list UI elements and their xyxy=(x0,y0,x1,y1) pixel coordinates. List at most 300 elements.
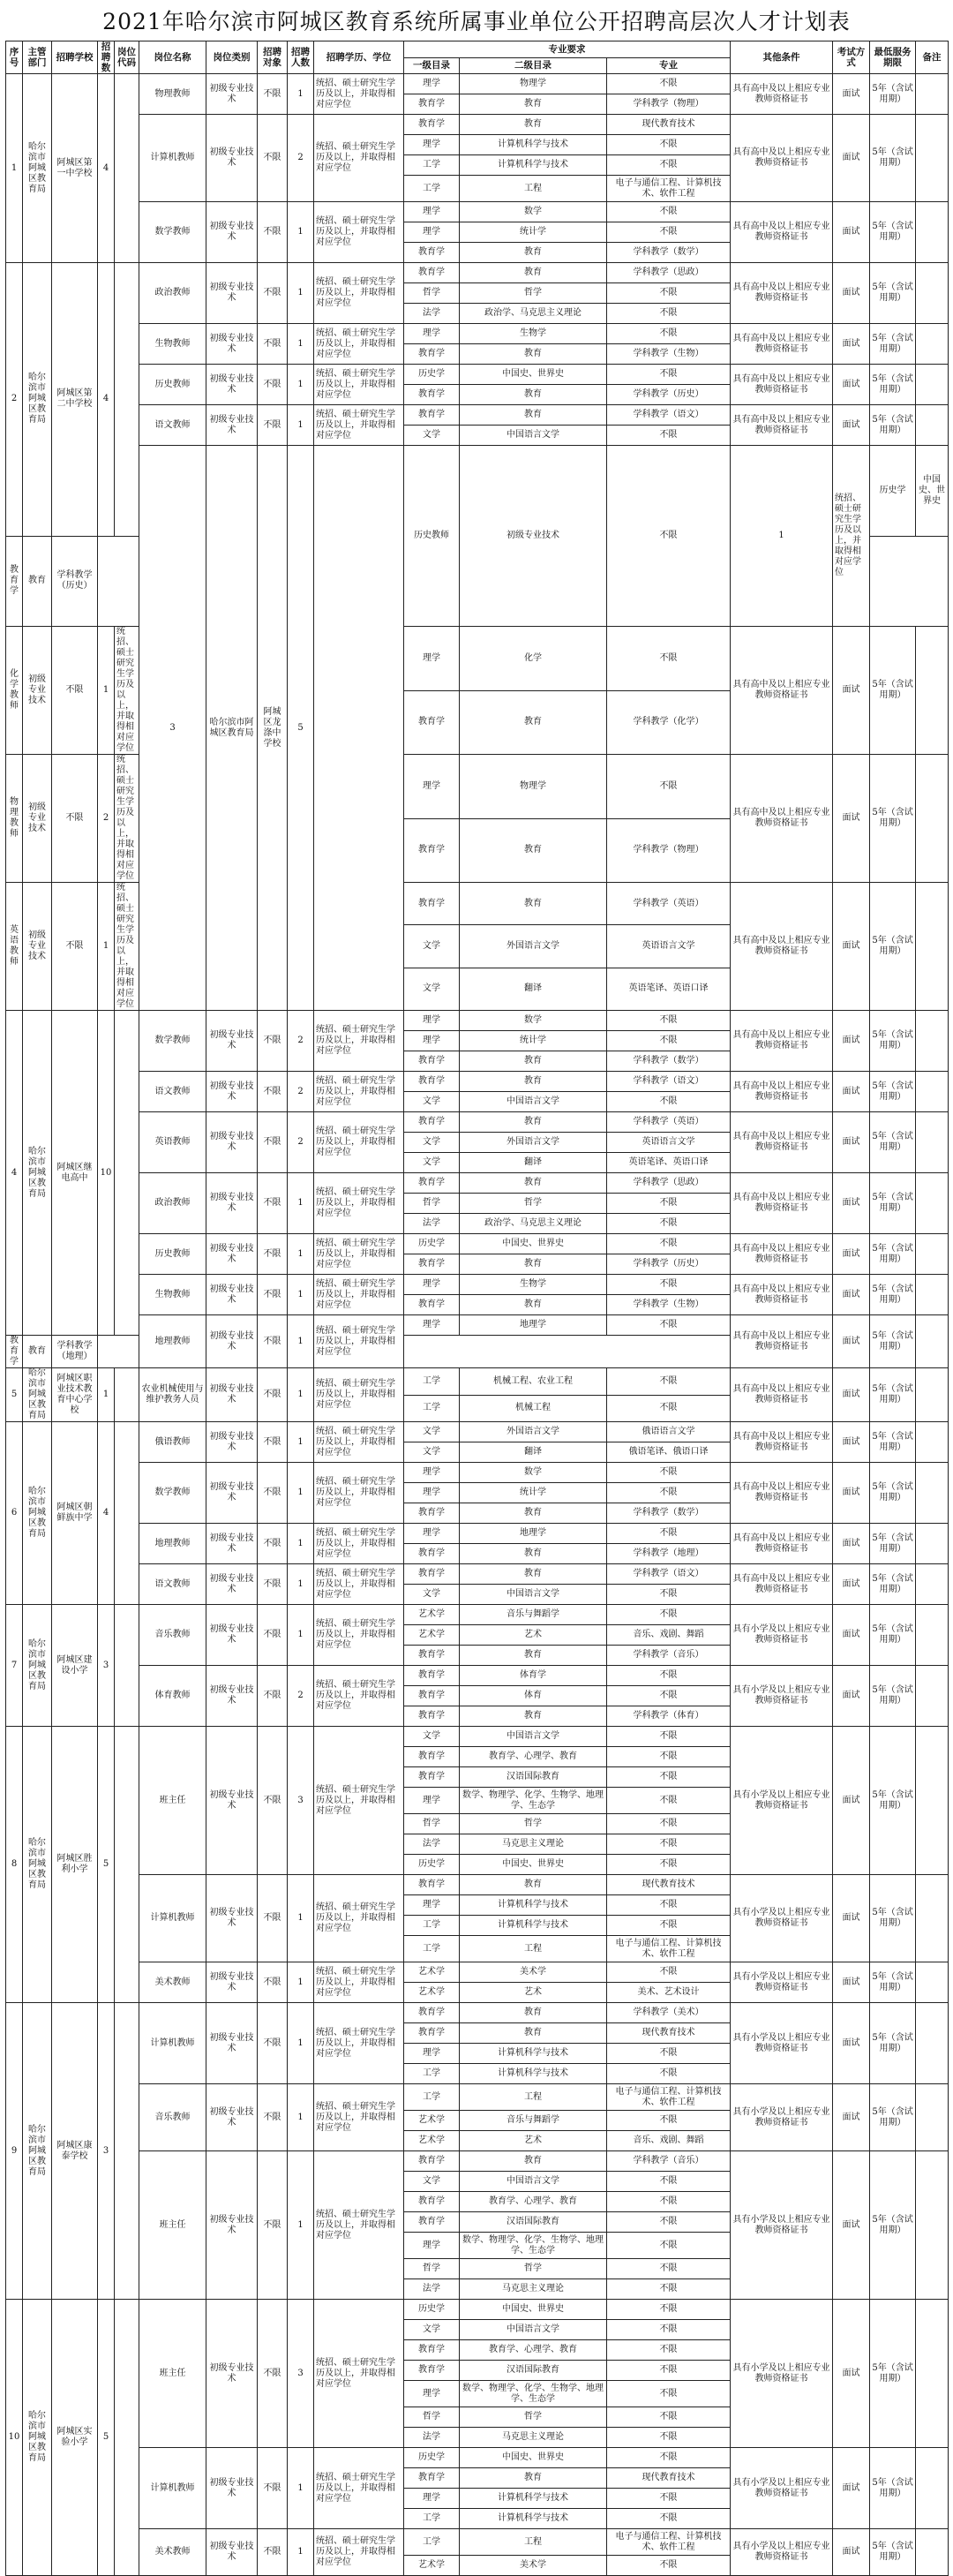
cell-major: 学科教学（音乐） xyxy=(607,2151,731,2172)
cell-lvl1: 教育学 xyxy=(404,1544,460,1564)
cell-other: 具有高中及以上相应专业教师资格证书 xyxy=(731,1422,833,1463)
cell-major: 不限 xyxy=(607,2233,731,2259)
cell-category: 初级专业技术 xyxy=(206,1368,258,1422)
cell-lvl2: 艺术 xyxy=(460,1625,607,1646)
cell-lvl2: 哲学 xyxy=(460,1194,607,1214)
cell-major: 不限 xyxy=(607,1368,731,1396)
table-body xyxy=(6,74,949,2576)
table-row xyxy=(6,1072,949,1092)
cell-major: 不限 xyxy=(607,2044,731,2064)
table-row xyxy=(6,1275,949,1295)
cell-count: 1 xyxy=(288,2529,314,2576)
cell-count: 1 xyxy=(288,1875,314,1962)
cell-post: 物理教师 xyxy=(6,755,23,883)
cell-note xyxy=(916,1011,949,1072)
cell-count: 1 xyxy=(288,1315,314,1368)
cell-post: 历史教师 xyxy=(139,1234,206,1275)
cell-dept: 哈尔滨市阿城区教育局 xyxy=(23,74,52,263)
cell-exam: 面试 xyxy=(833,365,870,405)
cell-lvl1: 哲学 xyxy=(404,2407,460,2428)
cell-target: 不限 xyxy=(258,2151,288,2300)
cell-lvl1: 教育学 xyxy=(404,1295,460,1315)
cell-major: 不限 xyxy=(607,1814,731,1834)
page-title: 2021年哈尔滨市阿城区教育系统所属事业单位公开招聘高层次人才计划表 xyxy=(102,9,851,34)
cell-lvl1: 文学 xyxy=(404,2320,460,2340)
cell-lvl1: 艺术学 xyxy=(404,2131,460,2151)
cell-lvl2: 教育 xyxy=(460,1564,607,1585)
cell-lvl2: 数学 xyxy=(460,202,607,222)
cell-note xyxy=(916,1173,949,1234)
cell-lvl2: 数学 xyxy=(460,1463,607,1483)
cell-note xyxy=(916,263,949,324)
cell-other: 具有高中及以上相应专业教师资格证书 xyxy=(731,1524,833,1564)
cell-exam: 面试 xyxy=(833,2084,870,2151)
cell-target: 不限 xyxy=(258,1422,288,1463)
cell-note xyxy=(916,2448,949,2529)
cell-service: 5年（含试用期） xyxy=(870,1875,916,1962)
cell-lvl1: 教育学 xyxy=(404,2212,460,2233)
cell-category: 初级专业技术 xyxy=(206,405,258,446)
cell-note xyxy=(916,1666,949,1727)
table-row xyxy=(6,1368,949,1396)
header-dept: 主管部门 xyxy=(23,41,52,74)
cell-major: 学科教学（美术） xyxy=(607,2003,731,2023)
cell-lvl2: 哲学 xyxy=(460,2259,607,2279)
cell-category: 初级专业技术 xyxy=(206,74,258,115)
cell-edu: 统招、硕士研究生学历及以上，并取得相对应学位 xyxy=(314,2448,404,2529)
cell-total: 4 xyxy=(98,1422,115,1605)
cell-major: 电子与通信工程、计算机技术、软件工程 xyxy=(607,1936,731,1962)
cell-target: 不限 xyxy=(258,1011,288,1072)
cell-major: 学科教学（数学） xyxy=(607,243,731,263)
cell-lvl2: 教育学、心理学、教育 xyxy=(460,2192,607,2212)
cell-count: 1 xyxy=(288,1173,314,1234)
cell-note xyxy=(916,1422,949,1463)
cell-lvl2: 教育 xyxy=(460,1051,607,1072)
cell-note xyxy=(916,1875,949,1962)
cell-major: 不限 xyxy=(607,1031,731,1051)
cell-exam: 面试 xyxy=(833,405,870,446)
cell-code xyxy=(115,1727,139,2003)
cell-lvl1: 教育学 xyxy=(404,1646,460,1666)
cell-other: 具有高中及以上相应专业教师资格证书 xyxy=(731,263,833,324)
cell-exam: 面试 xyxy=(833,1011,870,1072)
cell-lvl1: 理学 xyxy=(404,1524,460,1544)
cell-dept: 哈尔滨市阿城区教育局 xyxy=(23,263,52,537)
cell-major: 学科教学（数学） xyxy=(607,1503,731,1524)
cell-service: 5年（含试用期） xyxy=(870,1173,916,1234)
cell-exam: 面试 xyxy=(833,2003,870,2084)
cell-category: 初级专业技术 xyxy=(206,1315,258,1368)
cell-lvl1: 教育学 xyxy=(404,1875,460,1895)
cell-lvl2: 教育 xyxy=(460,1295,607,1315)
table-row xyxy=(6,405,949,426)
cell-post: 生物教师 xyxy=(139,1275,206,1315)
cell-lvl2: 翻译 xyxy=(460,968,607,1010)
cell-major: 不限 xyxy=(607,2448,731,2468)
cell-lvl1: 工学 xyxy=(404,2064,460,2084)
table-row xyxy=(6,1463,949,1483)
cell-note xyxy=(916,1524,949,1564)
cell-school: 阿城区第一中学校 xyxy=(52,74,98,263)
header-exam: 考试方式 xyxy=(833,41,870,74)
cell-category: 初级专业技术 xyxy=(23,883,52,1011)
cell-category: 初级专业技术 xyxy=(206,1234,258,1275)
cell-total: 4 xyxy=(98,74,115,263)
cell-major: 不限 xyxy=(607,1395,731,1422)
cell-lvl1: 法学 xyxy=(404,2428,460,2448)
cell-school: 阿城区胜利小学 xyxy=(52,1727,98,2003)
cell-edu: 统招、硕士研究生学历及以上，并取得相对应学位 xyxy=(314,1315,404,1368)
cell-other: 具有高中及以上相应专业教师资格证书 xyxy=(731,324,833,365)
cell-category: 初级专业技术 xyxy=(206,1605,258,1666)
cell-lvl1: 理学 xyxy=(404,324,460,344)
cell-lvl2: 机械工程、农业工程 xyxy=(460,1368,607,1396)
cell-note xyxy=(916,2529,949,2576)
cell-lvl1: 教育学 xyxy=(404,818,460,883)
cell-exam: 面试 xyxy=(833,627,870,755)
cell-major: 学科教学（物理） xyxy=(607,818,731,883)
cell-lvl1: 教育学 xyxy=(404,1112,460,1133)
cell-lvl2: 教育 xyxy=(460,243,607,263)
cell-lvl2: 教育 xyxy=(460,1875,607,1895)
cell-major: 学科教学（地理） xyxy=(607,1544,731,1564)
cell-category: 初级专业技术 xyxy=(206,202,258,263)
cell-major: 学科教学（生物） xyxy=(607,344,731,365)
header-lvl2: 二级目录 xyxy=(460,57,607,74)
cell-note xyxy=(916,74,949,115)
cell-target: 不限 xyxy=(258,1962,288,2003)
cell-edu: 统招、硕士研究生学历及以上，并取得相对应学位 xyxy=(115,883,139,1011)
cell-count: 1 xyxy=(98,883,115,1011)
cell-count: 1 xyxy=(288,1275,314,1315)
cell-lvl1: 教育学 xyxy=(404,405,460,426)
cell-count: 2 xyxy=(288,1666,314,1727)
cell-major: 不限 xyxy=(607,324,731,344)
cell-major: 俄语笔译、俄语口译 xyxy=(607,1442,731,1463)
cell-count: 1 xyxy=(288,1463,314,1524)
cell-major: 学科教学（思政） xyxy=(607,1173,731,1194)
cell-lvl1: 理学 xyxy=(404,2381,460,2407)
cell-lvl1: 哲学 xyxy=(404,1814,460,1834)
cell-count: 3 xyxy=(288,1727,314,1875)
cell-edu: 统招、硕士研究生学历及以上，并取得相对应学位 xyxy=(314,1875,404,1962)
cell-lvl2: 计算机科学与技术 xyxy=(460,1916,607,1936)
cell-post: 美术教师 xyxy=(139,1962,206,2003)
cell-lvl1: 教育学 xyxy=(404,1564,460,1585)
cell-lvl1: 工学 xyxy=(404,2529,460,2556)
cell-other: 具有小学及以上相应专业教师资格证书 xyxy=(731,1727,833,1875)
cell-exam: 面试 xyxy=(833,1962,870,2003)
cell-lvl1: 工学 xyxy=(404,1368,460,1396)
cell-target: 不限 xyxy=(258,1564,288,1605)
table-row xyxy=(6,2151,949,2172)
cell-category: 初级专业技术 xyxy=(206,2448,258,2529)
table-row xyxy=(6,74,949,94)
cell-category: 初级专业技术 xyxy=(206,2529,258,2576)
header-note: 备注 xyxy=(916,41,949,74)
cell-post: 语文教师 xyxy=(139,1564,206,1605)
cell-lvl1: 教育学 xyxy=(404,243,460,263)
cell-major: 不限 xyxy=(607,1275,731,1295)
cell-lvl1: 教育学 xyxy=(404,1686,460,1706)
cell-post: 美术教师 xyxy=(139,2529,206,2576)
table-row xyxy=(6,1875,949,1895)
cell-lvl1: 哲学 xyxy=(404,2259,460,2279)
cell-service: 5年（含试用期） xyxy=(870,2448,916,2529)
cell-count: 1 xyxy=(288,2448,314,2529)
cell-post: 数学教师 xyxy=(139,202,206,263)
cell-lvl1: 教育学 xyxy=(404,1072,460,1092)
cell-exam: 面试 xyxy=(833,1112,870,1173)
cell-major: 不限 xyxy=(607,1962,731,1983)
cell-lvl1: 教育学 xyxy=(404,385,460,405)
cell-major: 不限 xyxy=(607,1666,731,1686)
cell-service: 5年（含试用期） xyxy=(870,2300,916,2448)
table-row xyxy=(6,1112,949,1133)
cell-service: 5年（含试用期） xyxy=(870,1564,916,1605)
cell-major: 不限 xyxy=(607,1895,731,1916)
cell-service: 5年（含试用期） xyxy=(870,2084,916,2151)
cell-target: 不限 xyxy=(258,1666,288,1727)
cell-lvl1: 教育学 xyxy=(404,1051,460,1072)
cell-other: 具有高中及以上相应专业教师资格证书 xyxy=(731,1234,833,1275)
cell-service: 5年（含试用期） xyxy=(870,365,916,405)
cell-lvl2: 哲学 xyxy=(460,283,607,304)
cell-note xyxy=(916,1112,949,1173)
cell-lvl2: 教育 xyxy=(460,1173,607,1194)
cell-target: 不限 xyxy=(258,1315,288,1368)
cell-lvl2: 中国史、世界史 xyxy=(460,365,607,385)
cell-total: 4 xyxy=(98,263,115,537)
cell-service: 5年（含试用期） xyxy=(870,1666,916,1727)
cell-post: 音乐教师 xyxy=(139,2084,206,2151)
cell-lvl1: 理学 xyxy=(404,1788,460,1814)
cell-school: 阿城区继电高中 xyxy=(52,1011,98,1336)
cell-major: 学科教学（语文） xyxy=(607,405,731,426)
cell-count: 1 xyxy=(288,1962,314,2003)
table-row xyxy=(6,1234,949,1254)
cell-target: 不限 xyxy=(258,1463,288,1524)
cell-edu: 统招、硕士研究生学历及以上，并取得相对应学位 xyxy=(314,2151,404,2300)
table-row xyxy=(6,1422,949,1442)
cell-service: 5年（含试用期） xyxy=(870,74,916,115)
cell-code xyxy=(115,2003,139,2300)
cell-lvl1: 历史学 xyxy=(404,2300,460,2320)
cell-edu: 统招、硕士研究生学历及以上，并取得相对应学位 xyxy=(115,755,139,883)
cell-lvl2: 教育 xyxy=(460,2468,607,2489)
cell-lvl1: 理学 xyxy=(404,1011,460,1031)
cell-target: 不限 xyxy=(258,1112,288,1173)
cell-major: 英语笔译、英语口译 xyxy=(607,968,731,1010)
cell-post: 历史教师 xyxy=(404,446,460,627)
cell-post: 音乐教师 xyxy=(139,1605,206,1666)
cell-school: 阿城区第二中学校 xyxy=(52,263,98,537)
cell-major: 英语笔译、英语口译 xyxy=(607,1153,731,1173)
cell-category: 初级专业技术 xyxy=(206,324,258,365)
cell-service: 5年（含试用期） xyxy=(870,324,916,365)
table-row xyxy=(6,1524,949,1544)
cell-note xyxy=(916,1564,949,1605)
cell-service: 5年（含试用期） xyxy=(870,115,916,202)
cell-exam: 面试 xyxy=(833,1463,870,1524)
cell-lvl1: 法学 xyxy=(404,1214,460,1234)
cell-lvl2: 外国语言文学 xyxy=(460,1133,607,1153)
cell-lvl1: 理学 xyxy=(404,74,460,94)
cell-other: 具有高中及以上相应专业教师资格证书 xyxy=(731,883,833,1011)
cell-category: 初级专业技术 xyxy=(206,1422,258,1463)
cell-lvl1: 理学 xyxy=(404,2489,460,2509)
cell-major: 学科教学（生物） xyxy=(607,1295,731,1315)
cell-lvl2: 计算机科学与技术 xyxy=(460,155,607,176)
header-lvl1: 一级目录 xyxy=(404,57,460,74)
cell-target: 不限 xyxy=(258,1173,288,1234)
cell-total: 1 xyxy=(98,1368,115,1422)
cell-edu: 统招、硕士研究生学历及以上，并取得相对应学位 xyxy=(314,2084,404,2151)
cell-exam: 面试 xyxy=(833,1072,870,1112)
cell-service: 5年（含试用期） xyxy=(870,1524,916,1564)
table-row xyxy=(6,2300,949,2320)
cell-lvl2: 机械工程 xyxy=(460,1395,607,1422)
cell-lvl1: 教育学 xyxy=(404,1666,460,1686)
cell-category: 初级专业技术 xyxy=(206,2084,258,2151)
cell-edu: 统招、硕士研究生学历及以上，并取得相对应学位 xyxy=(314,1112,404,1173)
cell-lvl2: 艺术 xyxy=(460,2131,607,2151)
cell-note xyxy=(916,324,949,365)
cell-other: 具有高中及以上相应专业教师资格证书 xyxy=(731,1011,833,1072)
cell-category: 初级专业技术 xyxy=(206,1666,258,1727)
cell-exam: 面试 xyxy=(833,1173,870,1234)
table-row xyxy=(6,1605,949,1625)
cell-lvl1: 工学 xyxy=(404,1936,460,1962)
cell-other: 具有高中及以上相应专业教师资格证书 xyxy=(731,1275,833,1315)
cell-post: 计算机教师 xyxy=(139,115,206,202)
cell-lvl2: 翻译 xyxy=(460,1442,607,1463)
cell-category: 初级专业技术 xyxy=(206,1962,258,2003)
cell-other: 具有小学及以上相应专业教师资格证书 xyxy=(731,2529,833,2576)
cell-lvl2: 教育 xyxy=(460,1544,607,1564)
cell-lvl1: 文学 xyxy=(404,925,460,968)
cell-lvl1: 教育学 xyxy=(404,1254,460,1275)
cell-school: 阿城区龙涤中学校 xyxy=(258,446,288,1011)
cell-lvl2: 教育 xyxy=(460,2003,607,2023)
cell-lvl2: 中国语言文学 xyxy=(460,1092,607,1112)
header-target: 招聘对象 xyxy=(258,41,288,74)
cell-major: 不限 xyxy=(607,1463,731,1483)
cell-lvl2: 翻译 xyxy=(460,1153,607,1173)
cell-category: 初级专业技术 xyxy=(206,115,258,202)
cell-count: 1 xyxy=(288,2003,314,2084)
cell-lvl1: 艺术学 xyxy=(404,2556,460,2576)
cell-lvl1: 历史学 xyxy=(404,2448,460,2468)
cell-lvl2: 教育 xyxy=(460,2151,607,2172)
cell-post: 计算机教师 xyxy=(139,2448,206,2529)
cell-post: 班主任 xyxy=(139,2300,206,2448)
cell-target: 不限 xyxy=(258,2003,288,2084)
cell-target: 不限 xyxy=(258,1875,288,1962)
cell-count: 2 xyxy=(288,115,314,202)
cell-major: 不限 xyxy=(607,222,731,243)
cell-lvl2: 政治学、马克思主义理论 xyxy=(460,1214,607,1234)
cell-lvl1: 艺术学 xyxy=(404,1983,460,2003)
header-school: 招聘学校 xyxy=(52,41,98,74)
cell-count: 3 xyxy=(288,2300,314,2448)
cell-lvl2: 数学、物理学、化学、生物学、地理学、生态学 xyxy=(460,2233,607,2259)
table-row xyxy=(6,1315,949,1336)
cell-lvl1: 理学 xyxy=(404,2044,460,2064)
cell-lvl2: 教育学、心理学、教育 xyxy=(460,2340,607,2361)
cell-lvl1: 教育学 xyxy=(6,536,23,627)
cell-count: 1 xyxy=(288,324,314,365)
cell-other: 具有小学及以上相应专业教师资格证书 xyxy=(731,1875,833,1962)
cell-other: 具有小学及以上相应专业教师资格证书 xyxy=(731,1605,833,1666)
cell-count: 1 xyxy=(288,202,314,263)
cell-lvl1: 法学 xyxy=(404,304,460,324)
cell-count: 1 xyxy=(288,2084,314,2151)
cell-lvl2: 汉语国际教育 xyxy=(460,2361,607,2381)
header-seq: 序号 xyxy=(6,41,23,74)
cell-dept: 哈尔滨市阿城区教育局 xyxy=(23,1011,52,1336)
cell-lvl2: 教育 xyxy=(23,536,52,627)
cell-major: 不限 xyxy=(607,2300,731,2320)
cell-lvl1: 理学 xyxy=(404,135,460,155)
cell-lvl1: 文学 xyxy=(404,1422,460,1442)
cell-seq: 3 xyxy=(139,446,206,1011)
cell-lvl1: 历史学 xyxy=(404,365,460,385)
cell-major: 学科教学（历史） xyxy=(607,1254,731,1275)
cell-lvl2: 工程 xyxy=(460,176,607,202)
cell-exam: 面试 xyxy=(833,755,870,883)
cell-edu: 统招、硕士研究生学历及以上，并取得相对应学位 xyxy=(314,1962,404,2003)
cell-lvl2: 生物学 xyxy=(460,1275,607,1295)
cell-edu: 统招、硕士研究生学历及以上，并取得相对应学位 xyxy=(314,1011,404,1072)
cell-target: 不限 xyxy=(258,1727,288,1875)
cell-edu: 统招、硕士研究生学历及以上，并取得相对应学位 xyxy=(314,1727,404,1875)
cell-other: 具有小学及以上相应专业教师资格证书 xyxy=(731,1962,833,2003)
cell-lvl2: 哲学 xyxy=(460,1814,607,1834)
cell-target: 不限 xyxy=(258,365,288,405)
cell-service: 5年（含试用期） xyxy=(870,1234,916,1275)
cell-lvl2: 教育 xyxy=(460,344,607,365)
cell-major: 不限 xyxy=(607,2489,731,2509)
cell-lvl2: 音乐与舞蹈学 xyxy=(460,1605,607,1625)
cell-major: 不限 xyxy=(607,1483,731,1503)
cell-lvl1: 历史学 xyxy=(404,1855,460,1875)
table-row xyxy=(6,263,949,283)
cell-lvl1: 教育学 xyxy=(404,1173,460,1194)
cell-major: 不限 xyxy=(607,74,731,94)
cell-other: 具有小学及以上相应专业教师资格证书 xyxy=(731,1666,833,1727)
cell-code xyxy=(115,1422,139,1605)
cell-edu: 统招、硕士研究生学历及以上，并取得相对应学位 xyxy=(314,1072,404,1112)
cell-lvl1: 理学 xyxy=(404,1315,460,1336)
cell-code xyxy=(314,446,404,1011)
cell-major: 俄语语言文学 xyxy=(607,1422,731,1442)
cell-lvl1: 工学 xyxy=(404,155,460,176)
cell-major: 学科教学（思政） xyxy=(607,263,731,283)
cell-major: 不限 xyxy=(607,2428,731,2448)
cell-note xyxy=(916,883,949,1011)
cell-note xyxy=(916,1315,949,1368)
cell-seq: 2 xyxy=(6,263,23,537)
cell-major: 学科教学（数学） xyxy=(607,1051,731,1072)
cell-major: 不限 xyxy=(607,2556,731,2576)
cell-seq: 6 xyxy=(6,1422,23,1605)
cell-category: 初级专业技术 xyxy=(206,2300,258,2448)
cell-lvl2: 教育 xyxy=(460,1706,607,1727)
cell-lvl2: 中国史、世界史 xyxy=(916,446,949,537)
cell-lvl2: 数学 xyxy=(460,1011,607,1031)
